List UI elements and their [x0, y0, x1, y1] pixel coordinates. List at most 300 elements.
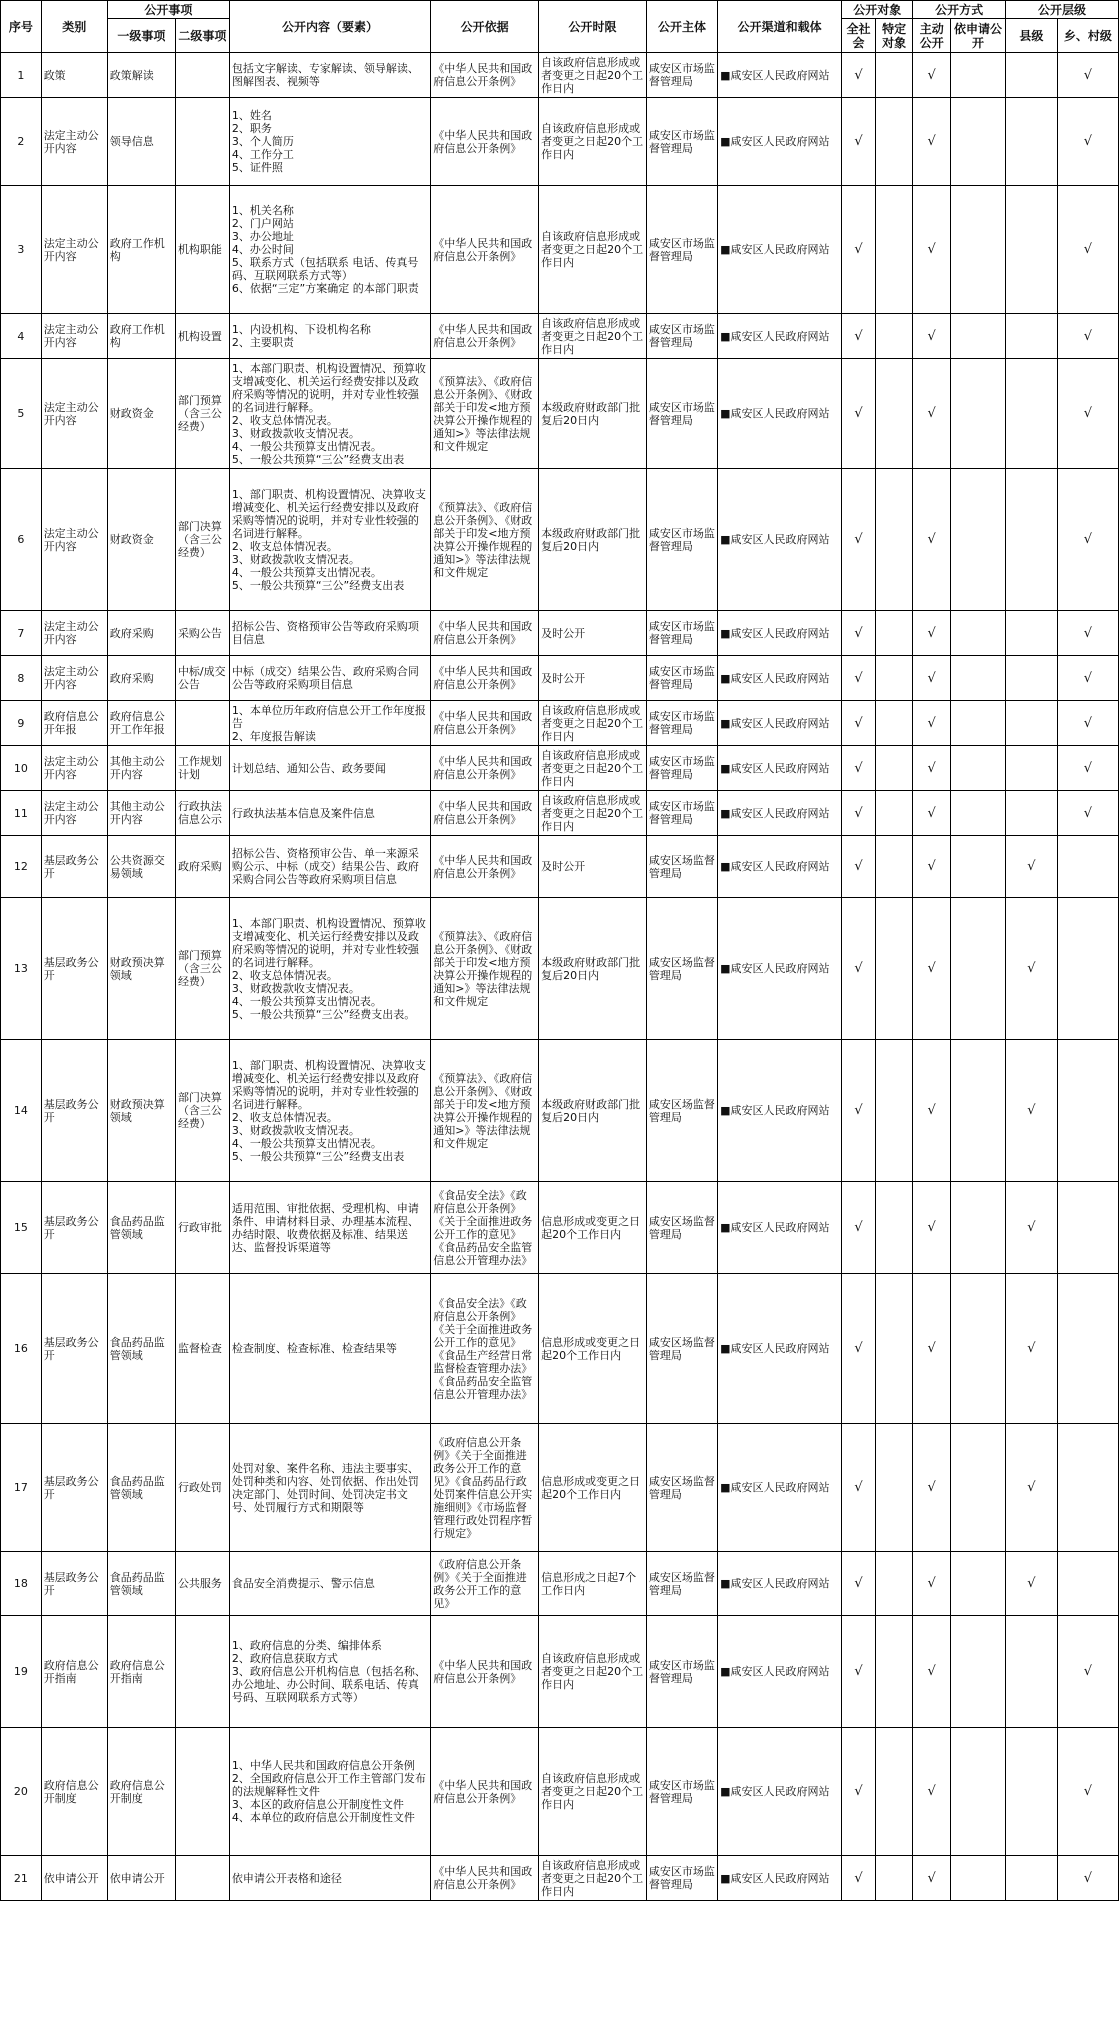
row-channel: ■咸安区人民政府网站: [718, 1552, 842, 1616]
row-time-limit: 自该政府信息形成或者变更之日起20个工作日内: [539, 98, 647, 186]
check-target-specific: [875, 1424, 913, 1552]
check-method-request: [951, 791, 1006, 836]
row-level1: 其他主动公开内容: [107, 791, 175, 836]
check-mark-icon: √: [927, 961, 936, 976]
table-row: [1, 469, 1119, 611]
row-level2: 机构职能: [175, 186, 229, 314]
row-time-limit: 本级政府财政部门批复后20日内: [539, 469, 647, 611]
table-row: [1, 98, 1119, 186]
row-basis: 《预算法》、《政府信息公开条例》、《财政部关于印发<地方预决算公开操作规程的通知>》等法律法规和文件规定: [431, 898, 539, 1040]
check-target-specific: [875, 53, 913, 98]
check-level-county: [1005, 1728, 1057, 1856]
header-target-all: 全社会: [842, 19, 876, 53]
row-basis: 《中华人民共和国政府信息公开条例》: [431, 701, 539, 746]
check-mark-icon: √: [1083, 805, 1093, 821]
table-row: [1, 186, 1119, 314]
check-level-county: [1005, 1856, 1057, 1901]
row-category: 法定主动公开内容: [41, 746, 107, 791]
check-target-specific: [875, 1274, 913, 1424]
row-subject: 咸安区场监督管理局: [646, 898, 717, 1040]
table-row: [1, 53, 1119, 98]
check-level-township: [1057, 656, 1118, 701]
check-level-township: [1057, 791, 1118, 836]
check-level-county: [1005, 836, 1057, 898]
table-row: [1, 1728, 1119, 1856]
check-method-request: [951, 746, 1006, 791]
row-seq: 2: [1, 98, 42, 186]
row-category: 基层政务公开: [41, 836, 107, 898]
row-subject: 咸安区场监督管理局: [646, 1040, 717, 1182]
row-subject: 咸安区市场监督管理局: [646, 359, 717, 469]
check-method-request: [951, 1274, 1006, 1424]
row-seq: 14: [1, 1040, 42, 1182]
check-target-all: [842, 611, 876, 656]
check-method-active: [913, 1728, 951, 1856]
row-level2: 行政审批: [175, 1182, 229, 1274]
check-mark-icon: √: [854, 1784, 863, 1799]
row-seq: 16: [1, 1274, 42, 1424]
check-mark-icon: √: [854, 1341, 863, 1356]
row-basis: 《政府信息公开条例》《关于全面推进政务公开工作的意见》: [431, 1552, 539, 1616]
check-mark-icon: √: [854, 67, 863, 83]
check-method-request: [951, 53, 1006, 98]
check-mark-icon: √: [927, 859, 936, 874]
row-time-limit: 自该政府信息形成或者变更之日起20个工作日内: [539, 1616, 647, 1728]
table-row: [1, 836, 1119, 898]
check-target-all: [842, 1424, 876, 1552]
check-target-all: [842, 1274, 876, 1424]
check-mark-icon: √: [927, 1870, 936, 1886]
row-time-limit: 自该政府信息形成或者变更之日起20个工作日内: [539, 53, 647, 98]
row-basis: 《中华人民共和国政府信息公开条例》: [431, 836, 539, 898]
check-mark-icon: √: [854, 760, 863, 776]
row-channel: ■咸安区人民政府网站: [718, 746, 842, 791]
row-content: 包括文字解读、专家解读、领导解读、图解图表、视频等: [229, 53, 430, 98]
check-mark-icon: √: [854, 1480, 863, 1495]
row-level2: 采购公告: [175, 611, 229, 656]
row-time-limit: 信息形成或变更之日起20个工作日内: [539, 1274, 647, 1424]
table-row: [1, 656, 1119, 701]
row-time-limit: 自该政府信息形成或者变更之日起20个工作日内: [539, 186, 647, 314]
check-method-active: [913, 469, 951, 611]
check-mark-icon: √: [854, 1220, 863, 1235]
row-level1: 政府采购: [107, 611, 175, 656]
check-level-county: [1005, 1424, 1057, 1552]
row-category: 政府信息公开指南: [41, 1616, 107, 1728]
row-category: 法定主动公开内容: [41, 186, 107, 314]
check-target-specific: [875, 611, 913, 656]
check-method-request: [951, 656, 1006, 701]
check-target-all: [842, 1616, 876, 1728]
check-level-county: [1005, 611, 1057, 656]
row-seq: 1: [1, 53, 42, 98]
row-basis: 《预算法》、《政府信息公开条例》、《财政部关于印发<地方预决算公开操作规程的通知>》等法律法规和文件规定: [431, 469, 539, 611]
check-mark-icon: √: [854, 625, 863, 641]
check-mark-icon: √: [927, 242, 936, 257]
row-channel: ■咸安区人民政府网站: [718, 656, 842, 701]
row-level1: 政府工作机构: [107, 314, 175, 359]
header-subject: 公开主体: [646, 1, 717, 53]
check-method-active: [913, 611, 951, 656]
row-channel: ■咸安区人民政府网站: [718, 1728, 842, 1856]
check-target-specific: [875, 1040, 913, 1182]
row-time-limit: 及时公开: [539, 656, 647, 701]
check-mark-icon: √: [927, 760, 936, 776]
row-level2: 行政处罚: [175, 1424, 229, 1552]
row-content: 1、本单位历年政府信息公开工作年度报告 2、年度报告解读: [229, 701, 430, 746]
check-mark-icon: √: [1083, 1664, 1093, 1679]
check-target-all: [842, 791, 876, 836]
check-level-township: [1057, 836, 1118, 898]
check-method-active: [913, 1616, 951, 1728]
header-level-township: 乡、村级: [1057, 19, 1118, 53]
check-mark-icon: √: [854, 532, 863, 547]
check-mark-icon: √: [1027, 1576, 1036, 1591]
check-mark-icon: √: [927, 134, 936, 149]
row-time-limit: 自该政府信息形成或者变更之日起20个工作日内: [539, 746, 647, 791]
row-level1: 其他主动公开内容: [107, 746, 175, 791]
check-mark-icon: √: [927, 67, 936, 83]
check-mark-icon: √: [1083, 67, 1093, 83]
check-mark-icon: √: [1083, 625, 1093, 641]
row-category: 基层政务公开: [41, 1552, 107, 1616]
check-target-all: [842, 314, 876, 359]
check-level-township: [1057, 746, 1118, 791]
check-level-township: [1057, 314, 1118, 359]
row-basis: 《中华人民共和国政府信息公开条例》: [431, 656, 539, 701]
row-content: 食品安全消费提示、警示信息: [229, 1552, 430, 1616]
table-row: [1, 1040, 1119, 1182]
check-level-township: [1057, 1182, 1118, 1274]
row-level2: [175, 53, 229, 98]
row-category: 基层政务公开: [41, 1274, 107, 1424]
check-level-county: [1005, 1182, 1057, 1274]
check-method-active: [913, 314, 951, 359]
check-mark-icon: √: [927, 532, 936, 547]
check-method-active: [913, 1040, 951, 1182]
row-level2: 公共服务: [175, 1552, 229, 1616]
row-time-limit: 本级政府财政部门批复后20日内: [539, 898, 647, 1040]
row-subject: 咸安区市场监督管理局: [646, 469, 717, 611]
check-method-request: [951, 314, 1006, 359]
check-mark-icon: √: [854, 1576, 863, 1591]
row-channel: ■咸安区人民政府网站: [718, 53, 842, 98]
row-level1: 政策解读: [107, 53, 175, 98]
row-level1: 食品药品监管领域: [107, 1424, 175, 1552]
row-category: 基层政务公开: [41, 1182, 107, 1274]
row-subject: 咸安区场监督管理局: [646, 1182, 717, 1274]
check-mark-icon: √: [854, 134, 863, 149]
check-mark-icon: √: [854, 670, 863, 686]
check-mark-icon: √: [927, 1220, 936, 1235]
row-seq: 3: [1, 186, 42, 314]
row-basis: 《中华人民共和国政府信息公开条例》: [431, 186, 539, 314]
row-category: 政府信息公开年报: [41, 701, 107, 746]
check-level-township: [1057, 701, 1118, 746]
row-seq: 18: [1, 1552, 42, 1616]
row-seq: 10: [1, 746, 42, 791]
check-target-specific: [875, 836, 913, 898]
header-target-specific: 特定对象: [875, 19, 913, 53]
table-row: [1, 1424, 1119, 1552]
row-seq: 21: [1, 1856, 42, 1901]
row-channel: ■咸安区人民政府网站: [718, 898, 842, 1040]
row-category: 基层政务公开: [41, 1040, 107, 1182]
check-level-county: [1005, 746, 1057, 791]
check-mark-icon: √: [1027, 1103, 1036, 1118]
check-mark-icon: √: [854, 859, 863, 874]
check-mark-icon: √: [1083, 670, 1093, 686]
header-level-group: 公开层级: [1005, 1, 1118, 19]
row-level2: 部门预算（含三公经费）: [175, 359, 229, 469]
row-time-limit: 信息形成之日起7个工作日内: [539, 1552, 647, 1616]
row-seq: 6: [1, 469, 42, 611]
check-level-county: [1005, 469, 1057, 611]
row-seq: 4: [1, 314, 42, 359]
check-method-request: [951, 98, 1006, 186]
header-method-active: 主动公开: [913, 19, 951, 53]
check-level-county: [1005, 53, 1057, 98]
table-row: [1, 791, 1119, 836]
check-method-request: [951, 469, 1006, 611]
check-mark-icon: √: [1083, 242, 1093, 257]
check-level-township: [1057, 1040, 1118, 1182]
row-time-limit: 自该政府信息形成或者变更之日起20个工作日内: [539, 314, 647, 359]
check-target-all: [842, 701, 876, 746]
row-subject: 咸安区市场监督管理局: [646, 1856, 717, 1901]
check-target-all: [842, 1728, 876, 1856]
check-mark-icon: √: [1083, 134, 1093, 149]
check-level-township: [1057, 1856, 1118, 1901]
header-level1: 一级事项: [107, 19, 175, 53]
check-mark-icon: √: [1027, 1480, 1036, 1495]
check-target-all: [842, 746, 876, 791]
row-category: 政策: [41, 53, 107, 98]
check-target-specific: [875, 746, 913, 791]
row-subject: 咸安区场监督管理局: [646, 1424, 717, 1552]
row-channel: ■咸安区人民政府网站: [718, 1182, 842, 1274]
row-basis: 《中华人民共和国政府信息公开条例》: [431, 1728, 539, 1856]
check-mark-icon: √: [1083, 406, 1093, 421]
row-subject: 咸安区市场监督管理局: [646, 98, 717, 186]
check-mark-icon: √: [1027, 1220, 1036, 1235]
row-basis: 《中华人民共和国政府信息公开条例》: [431, 98, 539, 186]
check-level-township: [1057, 186, 1118, 314]
row-level1: 政府信息公开指南: [107, 1616, 175, 1728]
row-basis: 《中华人民共和国政府信息公开条例》: [431, 53, 539, 98]
check-method-active: [913, 791, 951, 836]
check-level-county: [1005, 1274, 1057, 1424]
row-seq: 9: [1, 701, 42, 746]
row-level1: 公共资源交易领域: [107, 836, 175, 898]
check-mark-icon: √: [927, 1784, 936, 1799]
row-subject: 咸安区场监督管理局: [646, 1552, 717, 1616]
check-method-active: [913, 656, 951, 701]
row-channel: ■咸安区人民政府网站: [718, 1274, 842, 1424]
check-target-all: [842, 656, 876, 701]
row-time-limit: 本级政府财政部门批复后20日内: [539, 1040, 647, 1182]
row-subject: 咸安区市场监督管理局: [646, 53, 717, 98]
row-level2: 部门决算（含三公经费）: [175, 469, 229, 611]
header-content: 公开内容（要素）: [229, 1, 430, 53]
check-target-all: [842, 1552, 876, 1616]
row-content: 招标公告、资格预审公告等政府采购项目信息: [229, 611, 430, 656]
row-basis: 《政府信息公开条例》《关于全面推进政务公开工作的意见》《食品药品行政处罚案件信息公开实施细则》《市场监督管理行政处罚程序暂行规定》: [431, 1424, 539, 1552]
check-level-township: [1057, 611, 1118, 656]
check-mark-icon: √: [1027, 1341, 1036, 1356]
row-channel: ■咸安区人民政府网站: [718, 359, 842, 469]
row-level1: 食品药品监管领域: [107, 1552, 175, 1616]
check-method-active: [913, 53, 951, 98]
table-row: [1, 1274, 1119, 1424]
check-mark-icon: √: [1083, 1784, 1093, 1799]
row-level2: [175, 1728, 229, 1856]
row-seq: 13: [1, 898, 42, 1040]
check-level-township: [1057, 53, 1118, 98]
check-method-request: [951, 1856, 1006, 1901]
check-level-county: [1005, 701, 1057, 746]
row-level2: 部门预算（含三公经费）: [175, 898, 229, 1040]
row-content: 1、本部门职责、机构设置情况、预算收支增减变化、机关运行经费安排以及政府采购等情况的说明，并对专业性较强的名词进行解释。 2、收支总体情况表。 3、财政拨款收支情况表。 4、一般公共预算支出情况表。 5、一般公共预算“三公”经费支出表: [229, 359, 430, 469]
table-row: [1, 1856, 1119, 1901]
check-target-specific: [875, 898, 913, 1040]
check-method-active: [913, 186, 951, 314]
check-method-active: [913, 1424, 951, 1552]
check-level-township: [1057, 359, 1118, 469]
row-time-limit: 本级政府财政部门批复后20日内: [539, 359, 647, 469]
row-subject: 咸安区市场监督管理局: [646, 1728, 717, 1856]
row-time-limit: 自该政府信息形成或者变更之日起20个工作日内: [539, 1728, 647, 1856]
row-channel: ■咸安区人民政府网站: [718, 186, 842, 314]
row-level2: 行政执法信息公示: [175, 791, 229, 836]
check-target-specific: [875, 1616, 913, 1728]
row-level2: [175, 1616, 229, 1728]
row-category: 法定主动公开内容: [41, 791, 107, 836]
check-mark-icon: √: [854, 805, 863, 821]
row-category: 基层政务公开: [41, 898, 107, 1040]
check-level-county: [1005, 98, 1057, 186]
table-row: [1, 701, 1119, 746]
row-basis: 《中华人民共和国政府信息公开条例》: [431, 314, 539, 359]
check-target-all: [842, 359, 876, 469]
check-level-township: [1057, 1274, 1118, 1424]
header-category: 类别: [41, 1, 107, 53]
table-row: [1, 359, 1119, 469]
row-channel: ■咸安区人民政府网站: [718, 1856, 842, 1901]
row-subject: 咸安区市场监督管理局: [646, 611, 717, 656]
row-subject: 咸安区市场监督管理局: [646, 186, 717, 314]
table-row: [1, 1552, 1119, 1616]
check-level-county: [1005, 1616, 1057, 1728]
check-method-request: [951, 1182, 1006, 1274]
check-method-request: [951, 1040, 1006, 1182]
row-level1: 财政资金: [107, 359, 175, 469]
row-category: 法定主动公开内容: [41, 469, 107, 611]
header-basis: 公开依据: [431, 1, 539, 53]
header-channel: 公开渠道和载体: [718, 1, 842, 53]
check-target-specific: [875, 1728, 913, 1856]
check-mark-icon: √: [854, 242, 863, 257]
row-level1: 政府信息公开工作年报: [107, 701, 175, 746]
row-level2: 部门决算（含三公经费）: [175, 1040, 229, 1182]
check-level-township: [1057, 1728, 1118, 1856]
check-target-all: [842, 1182, 876, 1274]
check-target-all: [842, 186, 876, 314]
row-seq: 12: [1, 836, 42, 898]
row-level2: 工作规划计划: [175, 746, 229, 791]
row-level1: 食品药品监管领域: [107, 1182, 175, 1274]
row-level1: 政府信息公开制度: [107, 1728, 175, 1856]
row-level1: 食品药品监管领域: [107, 1274, 175, 1424]
check-method-request: [951, 898, 1006, 1040]
row-content: 计划总结、通知公告、政务要闻: [229, 746, 430, 791]
check-mark-icon: √: [1083, 328, 1093, 344]
check-mark-icon: √: [927, 1480, 936, 1495]
check-method-active: [913, 1856, 951, 1901]
check-level-township: [1057, 1552, 1118, 1616]
row-seq: 11: [1, 791, 42, 836]
check-method-request: [951, 701, 1006, 746]
row-time-limit: 及时公开: [539, 836, 647, 898]
check-mark-icon: √: [927, 715, 936, 731]
row-channel: ■咸安区人民政府网站: [718, 469, 842, 611]
row-channel: ■咸安区人民政府网站: [718, 611, 842, 656]
row-level2: [175, 1856, 229, 1901]
row-level2: 政府采购: [175, 836, 229, 898]
row-subject: 咸安区市场监督管理局: [646, 1616, 717, 1728]
check-method-request: [951, 359, 1006, 469]
check-method-active: [913, 898, 951, 1040]
check-target-specific: [875, 186, 913, 314]
check-level-county: [1005, 1552, 1057, 1616]
row-level1: 政府工作机构: [107, 186, 175, 314]
row-channel: ■咸安区人民政府网站: [718, 1040, 842, 1182]
row-time-limit: 信息形成或变更之日起20个工作日内: [539, 1424, 647, 1552]
check-mark-icon: √: [854, 328, 863, 344]
table-row: [1, 898, 1119, 1040]
row-seq: 15: [1, 1182, 42, 1274]
check-level-township: [1057, 469, 1118, 611]
check-level-county: [1005, 898, 1057, 1040]
check-level-county: [1005, 1040, 1057, 1182]
check-target-all: [842, 98, 876, 186]
check-target-all: [842, 469, 876, 611]
row-content: 招标公告、资格预审公告、单一来源采购公示、中标（成交）结果公告、政府采购合同公告等政府采购项目信息: [229, 836, 430, 898]
header-time-limit: 公开时限: [539, 1, 647, 53]
table-row: [1, 1182, 1119, 1274]
check-method-request: [951, 1728, 1006, 1856]
check-method-active: [913, 98, 951, 186]
table-row: [1, 314, 1119, 359]
row-level1: 政府采购: [107, 656, 175, 701]
check-mark-icon: √: [854, 715, 863, 731]
row-level2: 中标/成交公告: [175, 656, 229, 701]
table-body: [1, 53, 1119, 1901]
check-mark-icon: √: [854, 1870, 863, 1886]
check-method-active: [913, 746, 951, 791]
row-channel: ■咸安区人民政府网站: [718, 836, 842, 898]
check-mark-icon: √: [927, 406, 936, 421]
check-mark-icon: √: [1083, 715, 1093, 731]
row-subject: 咸安区市场监督管理局: [646, 791, 717, 836]
row-subject: 咸安区市场监督管理局: [646, 701, 717, 746]
check-target-specific: [875, 791, 913, 836]
check-target-all: [842, 1856, 876, 1901]
row-content: 1、中华人民共和国政府信息公开条例 2、全国政府信息公开工作主管部门发布的法规解释性文件 3、本区的政府信息公开制度性文件 4、本单位的政府信息公开制度性文件: [229, 1728, 430, 1856]
check-level-county: [1005, 656, 1057, 701]
check-method-active: [913, 701, 951, 746]
row-level1: 财政资金: [107, 469, 175, 611]
